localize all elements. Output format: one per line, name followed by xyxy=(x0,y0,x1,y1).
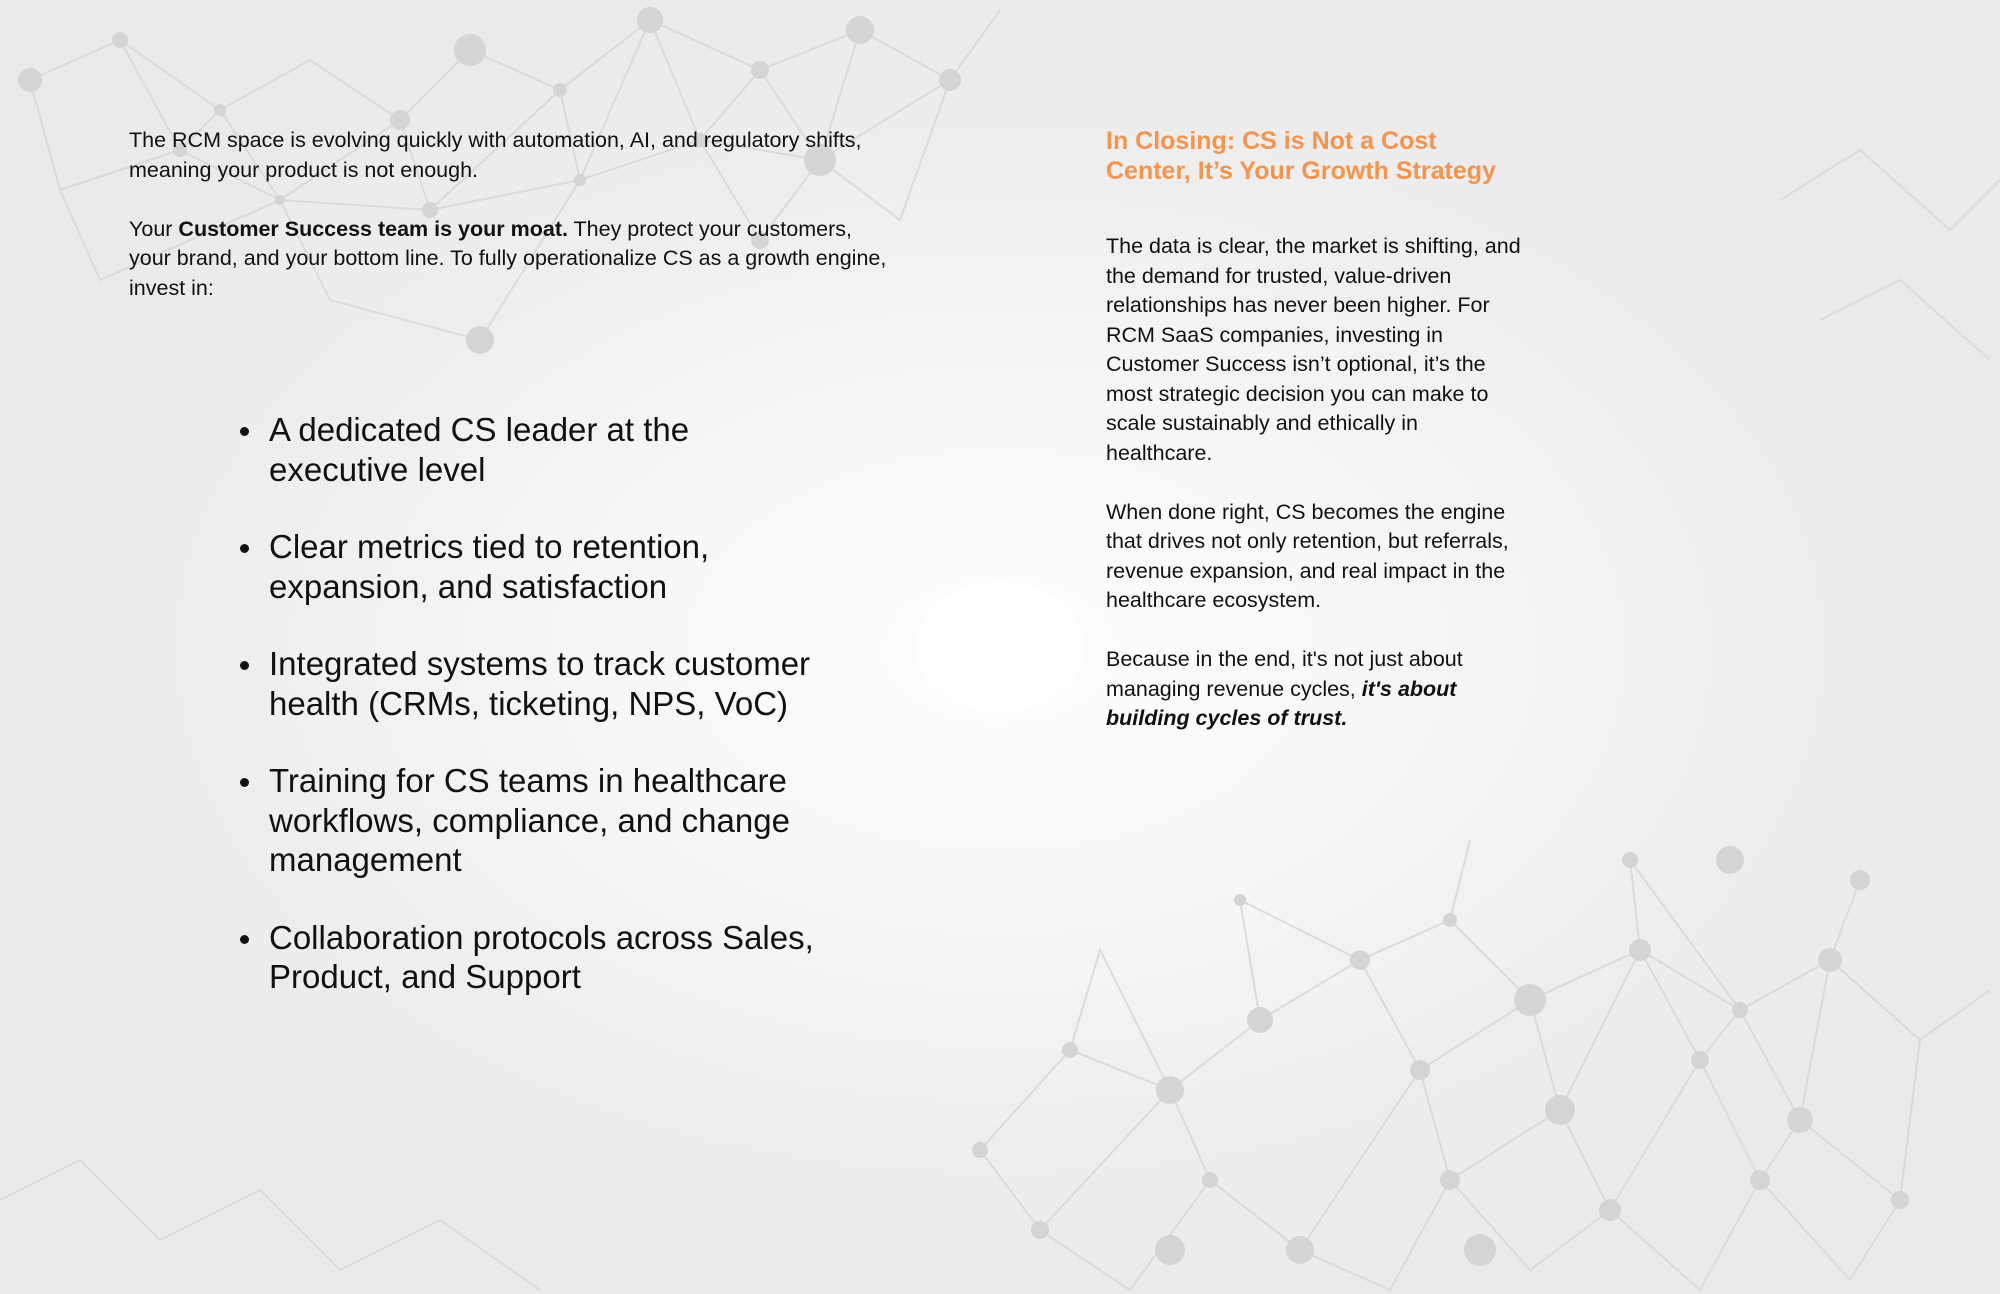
closing-column xyxy=(1106,127,1526,734)
bullet-icon xyxy=(240,544,249,553)
list-item-text: A dedicated CS leader at the executive level xyxy=(269,411,690,488)
bullet-icon xyxy=(240,935,249,944)
bullet-icon xyxy=(240,661,249,670)
moat-suffix: They protect your customers, your brand, and your bottom line. To fully operationalize CS as a growth engine, invest in: xyxy=(129,216,887,300)
investment-list xyxy=(232,410,832,1035)
list-item xyxy=(232,644,832,723)
bullet-icon xyxy=(240,427,249,436)
intro-column xyxy=(129,126,889,303)
closing-heading: In Closing: CS is Not a Cost Center, It’s Your Growth Strategy xyxy=(1106,127,1496,185)
list-item-text: Training for CS teams in healthcare workflows, compliance, and change management xyxy=(269,762,790,878)
list-item-text: Integrated systems to track customer health (CRMs, ticketing, NPS, VoC) xyxy=(269,645,811,722)
moat-paragraph xyxy=(129,215,889,304)
list-item xyxy=(232,918,832,997)
closing-paragraph-2: When done right, CS becomes the engine that drives not only retention, but referrals, revenue expansion, and real impact in the healthcare ecosystem. xyxy=(1106,499,1509,612)
closing-prefix: Because in the end, it's not just about managing revenue cycles, xyxy=(1106,647,1463,701)
bullet-icon xyxy=(240,778,249,787)
list-item-text: Clear metrics tied to retention, expansion, and satisfaction xyxy=(269,528,710,605)
closing-paragraph-1: The data is clear, the market is shifting, and the demand for trusted, value-driven relationships has never been higher. For RCM SaaS companies, investing in Customer Success isn’t optional, it’s the most strategic decision you can make to scale sustainably and ethically in healthcare. xyxy=(1106,234,1521,465)
list-item xyxy=(232,410,832,489)
list-item xyxy=(232,527,832,606)
closing-paragraph-3 xyxy=(1106,645,1526,734)
list-item-text: Collaboration protocols across Sales, Product, and Support xyxy=(269,918,814,995)
moat-prefix: Your xyxy=(129,216,179,241)
list-item xyxy=(232,761,832,880)
intro-paragraph: The RCM space is evolving quickly with automation, AI, and regulatory shifts, meaning your product is not enough. xyxy=(129,128,862,182)
moat-bold-text: Customer Success team is your moat. xyxy=(178,216,568,241)
closing-emphasis: it's about building cycles of trust. xyxy=(1106,676,1457,730)
